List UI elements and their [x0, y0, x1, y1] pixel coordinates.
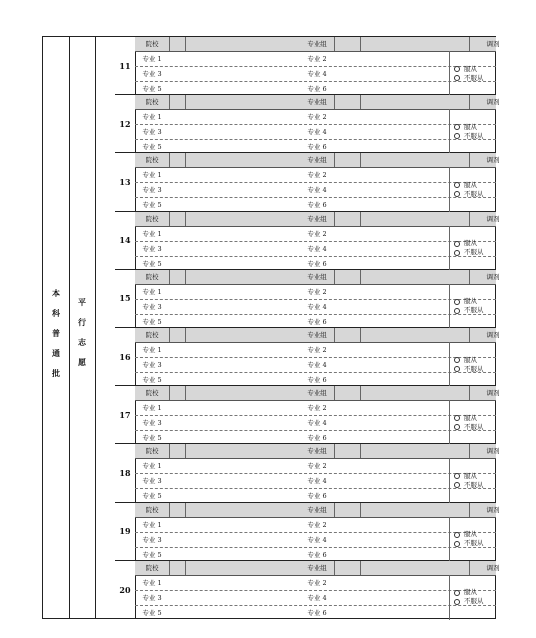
major-row: [135, 606, 496, 620]
not-obey-label: 不服从: [464, 306, 484, 315]
block-number: 19: [115, 503, 136, 560]
school-label: 院校: [145, 331, 159, 339]
major-label: 专业 5: [142, 608, 162, 617]
radio-icon[interactable]: [454, 75, 460, 81]
header-row: [135, 328, 500, 343]
major-group-label: 专业组: [307, 505, 327, 514]
radio-icon[interactable]: [454, 415, 460, 421]
major-label: 专业 1: [142, 346, 162, 354]
volunteer-block: [115, 561, 500, 619]
header-row: [135, 270, 500, 285]
volunteer-block: [115, 212, 500, 270]
block-number: 17: [115, 386, 136, 443]
major-label: 专业 2: [307, 520, 327, 529]
batch-label-char: 批: [52, 368, 60, 378]
radio-icon[interactable]: [454, 357, 460, 363]
adjust-label: 调剂: [469, 328, 516, 342]
not-obey-option[interactable]: [454, 539, 496, 548]
obey-label: 服从: [464, 122, 477, 131]
major-group-label: 专业组: [307, 156, 327, 165]
major-label: 专业 2: [307, 113, 327, 122]
block-number: 14: [115, 212, 136, 269]
major-group-code-field[interactable]: [334, 37, 361, 51]
major-row: [135, 285, 496, 300]
major-label: 专业 3: [142, 70, 162, 78]
header-row: [135, 444, 500, 459]
radio-icon[interactable]: [454, 424, 460, 430]
not-obey-label: 不服从: [464, 131, 484, 140]
radio-icon[interactable]: [454, 590, 460, 596]
adjust-label: 调剂: [469, 270, 516, 284]
major-label: 专业 4: [307, 302, 327, 311]
batch-label-char: 普: [52, 328, 60, 338]
radio-icon[interactable]: [454, 473, 460, 479]
radio-icon[interactable]: [454, 124, 460, 130]
major-row: [135, 373, 496, 387]
divider: [95, 37, 96, 618]
major-label: 专业 6: [307, 143, 327, 152]
not-obey-option[interactable]: [454, 306, 496, 315]
school-code-field[interactable]: [169, 503, 186, 517]
major-label: 专业 1: [142, 404, 162, 413]
major-label: 专业 3: [142, 477, 162, 486]
major-group-label: 专业组: [307, 563, 327, 572]
major-label: 专业 3: [142, 361, 162, 369]
major-label: 专业 5: [142, 317, 162, 326]
major-row: [135, 168, 496, 183]
major-row: [135, 242, 496, 257]
major-group-label: 专业组: [307, 272, 327, 281]
major-label: 专业 1: [142, 520, 162, 529]
major-label: 专业 4: [307, 535, 327, 544]
major-label: 专业 3: [142, 302, 162, 311]
major-row: [135, 227, 496, 242]
adjust-label: 调剂: [469, 444, 516, 458]
obey-option[interactable]: [454, 588, 496, 597]
major-row: [135, 576, 496, 591]
not-obey-label: 不服从: [464, 73, 484, 82]
major-label: 专业 5: [142, 201, 162, 210]
volunteer-block: [115, 153, 500, 211]
not-obey-label: 不服从: [464, 480, 484, 489]
major-row: [135, 489, 496, 503]
major-group-code-field[interactable]: [334, 95, 361, 109]
major-row: [135, 315, 496, 329]
adjust-options: [449, 342, 496, 387]
major-group-label: 专业组: [307, 447, 327, 456]
obey-option[interactable]: [454, 297, 496, 306]
major-label: 专业 6: [307, 608, 327, 617]
block-number: 16: [115, 328, 136, 385]
major-label: 专业 3: [142, 244, 162, 253]
major-label: 专业 1: [142, 171, 162, 180]
radio-icon[interactable]: [454, 541, 460, 547]
adjust-options: [449, 517, 496, 562]
volunteer-block: [115, 95, 500, 153]
volunteer-block: [115, 503, 500, 561]
major-label: 专业 4: [307, 244, 327, 253]
not-obey-option[interactable]: [454, 74, 496, 83]
adjust-options: [449, 51, 496, 96]
not-obey-option[interactable]: [454, 423, 496, 432]
block-number: 20: [115, 561, 136, 619]
school-label: 院校: [145, 447, 159, 456]
major-label: 专业 1: [142, 462, 162, 471]
adjust-options: [449, 109, 496, 154]
obey-option[interactable]: [454, 472, 496, 481]
school-code-field[interactable]: [169, 212, 186, 226]
school-code-field[interactable]: [169, 153, 186, 167]
adjust-options: [449, 575, 496, 620]
major-label: 专业 1: [142, 55, 162, 63]
obey-label: 服从: [464, 471, 477, 480]
major-group-label: 专业组: [307, 389, 327, 398]
major-label: 专业 2: [307, 229, 327, 238]
obey-option[interactable]: [454, 239, 496, 248]
school-label: 院校: [145, 214, 159, 223]
batch-label-char: 本: [52, 288, 60, 298]
school-code-field[interactable]: [169, 386, 186, 400]
radio-icon[interactable]: [454, 366, 460, 372]
major-group-code-field[interactable]: [334, 270, 361, 284]
not-obey-option[interactable]: [454, 597, 496, 606]
adjust-options: [449, 458, 496, 503]
obey-label: 服从: [464, 180, 477, 189]
radio-icon[interactable]: [454, 250, 460, 256]
adjust-label: 调剂: [469, 153, 516, 167]
adjust-options: [449, 167, 496, 212]
major-row: [135, 140, 496, 154]
volunteer-block: [115, 386, 500, 444]
major-label: 专业 4: [307, 419, 327, 428]
major-label: 专业 3: [142, 128, 162, 137]
major-label: 专业 2: [307, 287, 327, 296]
header-row: [135, 561, 500, 576]
school-label: 院校: [145, 40, 159, 48]
major-label: 专业 4: [307, 361, 327, 369]
obey-option[interactable]: [454, 65, 496, 74]
not-obey-label: 不服从: [464, 248, 484, 257]
obey-label: 服从: [464, 355, 477, 364]
volunteer-block: [115, 270, 500, 328]
school-label: 院校: [145, 98, 159, 107]
major-label: 专业 5: [142, 376, 162, 384]
adjust-options: [449, 226, 496, 271]
adjust-label: 调剂: [469, 561, 516, 575]
major-row: [135, 82, 496, 96]
major-label: 专业 2: [307, 578, 327, 587]
major-group-code-field[interactable]: [334, 561, 361, 575]
major-label: 专业 1: [142, 113, 162, 122]
radio-icon[interactable]: [454, 599, 460, 605]
major-label: 专业 2: [307, 346, 327, 354]
adjust-options: [449, 400, 496, 445]
major-group-code-field[interactable]: [334, 444, 361, 458]
block-number: 11: [115, 37, 136, 94]
block-number: 13: [115, 153, 136, 210]
school-label: 院校: [145, 505, 159, 514]
major-row: [135, 459, 496, 474]
major-label: 专业 5: [142, 492, 162, 501]
major-group-code-field[interactable]: [334, 386, 361, 400]
major-label: 专业 5: [142, 143, 162, 152]
major-row: [135, 180, 496, 198]
major-label: 专业 6: [307, 434, 327, 443]
major-label: 专业 1: [142, 287, 162, 296]
block-number: 12: [115, 95, 136, 152]
adjust-label: 调剂: [469, 37, 516, 51]
adjust-label: 调剂: [469, 212, 516, 226]
track-label-char: 行: [78, 317, 86, 327]
obey-option[interactable]: [454, 181, 496, 190]
school-code-field[interactable]: [169, 95, 186, 109]
school-code-field[interactable]: [169, 444, 186, 458]
radio-icon[interactable]: [454, 241, 460, 247]
not-obey-label: 不服从: [464, 597, 484, 606]
obey-option[interactable]: [454, 530, 496, 539]
header-row: [135, 37, 500, 52]
adjust-label: 调剂: [469, 503, 516, 517]
obey-label: 服从: [464, 297, 477, 306]
radio-icon[interactable]: [454, 66, 460, 72]
adjust-label: 调剂: [469, 386, 516, 400]
not-obey-option[interactable]: [454, 132, 496, 141]
volunteer-block: [115, 444, 500, 502]
header-row: [135, 503, 500, 518]
major-group-label: 专业组: [307, 98, 327, 107]
obey-label: 服从: [464, 530, 477, 539]
school-label: 院校: [145, 156, 159, 165]
major-label: 专业 3: [142, 419, 162, 428]
not-obey-label: 不服从: [464, 189, 484, 198]
major-label: 专业 3: [142, 593, 162, 602]
radio-icon[interactable]: [454, 299, 460, 305]
major-row: [135, 52, 496, 67]
major-row: [135, 300, 496, 315]
major-label: 专业 2: [307, 404, 327, 413]
major-group-label: 专业组: [307, 40, 327, 48]
radio-icon[interactable]: [454, 133, 460, 139]
radio-icon[interactable]: [454, 532, 460, 538]
major-row: [135, 110, 496, 125]
major-label: 专业 6: [307, 85, 327, 93]
header-row: [135, 212, 500, 227]
volunteer-form: [42, 36, 500, 619]
obey-label: 服从: [464, 588, 477, 597]
major-label: 专业 4: [307, 593, 327, 602]
not-obey-option[interactable]: [454, 481, 496, 490]
major-row: [135, 413, 496, 431]
adjust-options: [449, 284, 496, 329]
header-row: [135, 95, 500, 110]
major-group-code-field[interactable]: [334, 328, 361, 342]
major-label: 专业 6: [307, 259, 327, 268]
not-obey-option[interactable]: [454, 248, 496, 257]
volunteer-block: [115, 328, 500, 386]
major-row: [135, 401, 496, 416]
school-label: 院校: [145, 389, 159, 398]
obey-label: 服从: [464, 413, 477, 422]
major-group-label: 专业组: [307, 331, 327, 339]
major-row: [135, 64, 496, 82]
header-row: [135, 153, 500, 168]
school-label: 院校: [145, 272, 159, 281]
major-row: [135, 343, 496, 358]
major-label: 专业 1: [142, 229, 162, 238]
header-row: [135, 386, 500, 401]
block-number: 15: [115, 270, 136, 327]
track-label-char: 志: [78, 337, 86, 347]
school-code-field[interactable]: [169, 561, 186, 575]
major-label: 专业 4: [307, 477, 327, 486]
school-code-field[interactable]: [169, 270, 186, 284]
major-row: [135, 431, 496, 445]
adjust-label: 调剂: [469, 95, 516, 109]
major-row: [135, 471, 496, 489]
major-label: 专业 4: [307, 128, 327, 137]
school-label: 院校: [145, 563, 159, 572]
major-row: [135, 518, 496, 533]
major-label: 专业 4: [307, 186, 327, 195]
major-label: 专业 2: [307, 55, 327, 63]
radio-icon[interactable]: [454, 182, 460, 188]
batch-label-char: 科: [52, 308, 60, 318]
obey-option[interactable]: [454, 414, 496, 423]
not-obey-option[interactable]: [454, 365, 496, 374]
major-label: 专业 6: [307, 492, 327, 501]
major-row: [135, 122, 496, 140]
major-row: [135, 591, 496, 606]
major-group-label: 专业组: [307, 214, 327, 223]
major-label: 专业 6: [307, 201, 327, 210]
not-obey-label: 不服从: [464, 422, 484, 431]
obey-label: 服从: [464, 64, 477, 73]
major-label: 专业 2: [307, 171, 327, 180]
major-label: 专业 1: [142, 578, 162, 587]
radio-icon[interactable]: [454, 308, 460, 314]
volunteer-block: [115, 37, 500, 95]
obey-label: 服从: [464, 239, 477, 248]
obey-option[interactable]: [454, 123, 496, 132]
block-number: 18: [115, 444, 136, 501]
major-label: 专业 4: [307, 70, 327, 78]
school-code-field[interactable]: [169, 37, 186, 51]
obey-option[interactable]: [454, 356, 496, 365]
major-row: [135, 533, 496, 548]
track-label-char: 愿: [78, 357, 86, 367]
radio-icon[interactable]: [454, 191, 460, 197]
major-label: 专业 6: [307, 550, 327, 559]
major-row: [135, 257, 496, 271]
major-label: 专业 5: [142, 434, 162, 443]
major-label: 专业 3: [142, 186, 162, 195]
major-label: 专业 6: [307, 317, 327, 326]
major-label: 专业 6: [307, 376, 327, 384]
major-group-code-field[interactable]: [334, 212, 361, 226]
not-obey-label: 不服从: [464, 539, 484, 548]
major-group-code-field[interactable]: [334, 153, 361, 167]
major-label: 专业 3: [142, 535, 162, 544]
track-label-char: 平: [78, 297, 86, 307]
major-label: 专业 5: [142, 259, 162, 268]
not-obey-option[interactable]: [454, 190, 496, 199]
track-label: [69, 292, 95, 372]
major-row: [135, 548, 496, 562]
major-row: [135, 198, 496, 212]
school-code-field[interactable]: [169, 328, 186, 342]
major-label: 专业 5: [142, 85, 162, 93]
batch-label-char: 通: [52, 348, 60, 358]
major-group-code-field[interactable]: [334, 503, 361, 517]
major-label: 专业 2: [307, 462, 327, 471]
major-label: 专业 5: [142, 550, 162, 559]
not-obey-label: 不服从: [464, 364, 484, 373]
major-row: [135, 355, 496, 373]
batch-label: [43, 283, 69, 383]
radio-icon[interactable]: [454, 482, 460, 488]
